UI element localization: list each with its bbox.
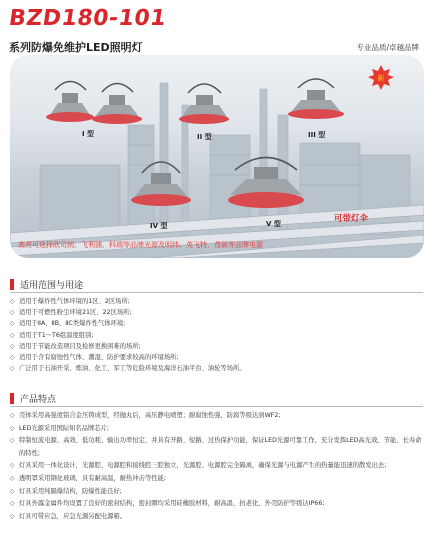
list-item: ◇ 适用于爆炸性气体环境的1区、2区场所; [10,296,423,307]
list-item: ◇ 灯具采用纯隔爆结构，防爆性能良好; [10,486,423,499]
model-label-4: IV 型 [150,222,168,230]
lamp-type-2-icon [179,84,229,124]
model-label-3: III 型 [308,131,326,139]
list-item: ◇ 灯具可带应急，应急光源另配电源箱。 [10,511,423,524]
hero-image [10,55,424,258]
component-brands: 高亮可选择欧司朗、飞利浦、科瑞等品牌光源及明纬、英飞特、茂硕等品牌电源 [18,241,263,249]
model-label-2: II 型 [197,133,212,141]
list-item: ◇ 壳体采用高强度铝合金压铸成型，经抛丸后，高压静电喷塑；耐腐蚀性强，防腐等级达到WF2; [10,410,423,423]
section-features-title: 产品特点 [20,395,57,405]
list-item: ◇ 透明罩采用钢化玻璃，具有耐高温，耐热冲击等性能; [10,473,423,486]
lamp-type-3-icon [288,79,344,119]
list-item: ◇ 灯具外露金属件均设置了良好的密封结构，密封圈均采用硅橡胶材料，耐高温、抗老化，外壳防护等级达IP66; [10,498,423,511]
product-subtitle: 系列防爆免维护LED照明灯 [9,41,143,54]
model-label-1: I 型 [82,130,95,138]
scope-list [10,296,423,374]
section-scope-title: 适用范围与用途 [20,281,84,291]
list-item: ◇ 适用于ⅡA、ⅡB、ⅡC类爆炸性气体环境; [10,318,423,329]
lamp-type-1-icon [46,82,142,125]
list-item: ◇ 适用于T1～T6组温度组别; [10,330,423,341]
section-scope-header [10,278,423,293]
features-list [10,410,423,523]
list-item: ◇ 适用于节能改造项目及检修更换困难的场所; [10,341,423,352]
brand-tagline: 专业品质/卓越品牌 [356,43,419,52]
list-item: ◇ LED光源采用国际知名品牌芯片; [10,423,423,436]
umbrella-note: 可带灯伞 [334,214,369,224]
list-item: ◇ 适用于含有腐蚀性气体、潮湿、防护要求较高的环境场所; [10,352,423,363]
list-item: ◇ 特制恒流电源、高效、低功耗、输出功率恒定，并具有开路、短路、过热保护功能，保证LED光源可靠工作，充分发挥LED高光效、节能、长寿命的特性; [10,435,423,460]
section-marker [10,393,14,404]
list-item: ◇ 灯具采用一体化设计，光源腔、电源腔和接线腔三腔独立，光源腔、电源腔完全隔离，确保光源与电源产生的热量能迅速的散发出去; [10,460,423,473]
section-marker [10,279,14,290]
product-title: BZD180-101 [7,6,168,31]
new-badge-icon [368,65,394,90]
list-item: ◇ 广泛用于石油开采、炼油、化工、军工等危险环境及海洋石油平台、油轮等场所。 [10,363,423,374]
model-label-5: V 型 [266,220,281,228]
list-item: ◇ 适用于可燃性粉尘环境21区、22区场所; [10,307,423,318]
new-badge-label: 新 [377,74,385,83]
section-features-header [10,392,423,407]
